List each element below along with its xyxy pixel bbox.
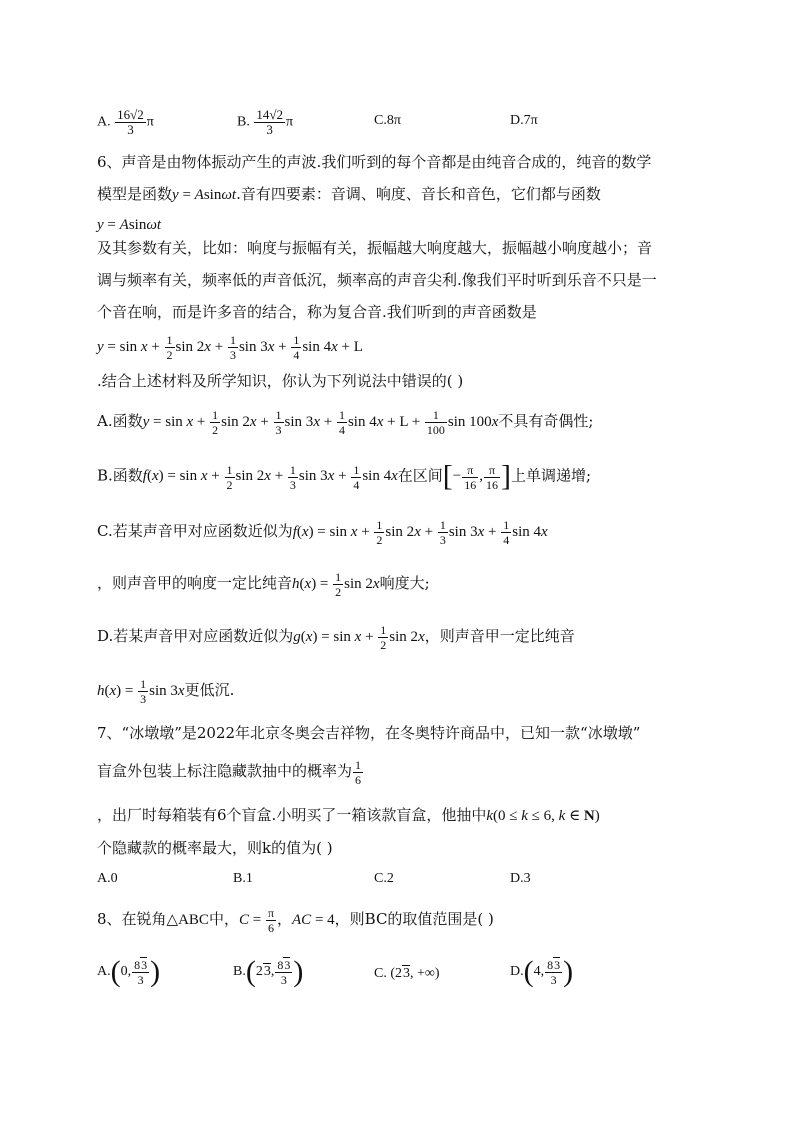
q7-line-2: 盲盒外包装上标注隐藏款抽中的概率为 $\frac{1}{6}$ [97,758,362,787]
q6-line-4: 及其参数有关，比如：响度与振幅有关，振幅越大响度越大，振幅越小响度越小；音 [97,239,653,257]
q6-option-a: A.函数y = sin x + $\frac{1}{2}$ sin 2x + $\frac{1}{3}$ sin 3x + $\frac{1}{4}$ sin 4x + L + $\frac{1}{100}$ sin 100x不具有奇偶性; [97,408,594,437]
q5-option-d: D.7π [510,113,538,128]
q7-option-c: C.2 [374,871,394,886]
q7-line-4: 个隐藏款的概率最大，则k的值为( ) [97,839,333,857]
q6-option-d: D.若某声音甲对应函数近似为g(x) = sin x + $\frac{1}{2}$ sin 2x，则声音甲一定比纯音 [97,623,575,652]
q7-line-3: ，出厂时每箱装有6个盲盒.小明买了一箱该款盲盒，他抽中k(0 ≤ k ≤ 6, k ∈ N) [97,806,600,824]
q6-option-c-line-2: ，则声音甲的响度一定比纯音h(x) = $\frac{1}{2}$ sin 2x响度大; [97,570,430,599]
q7-option-a: A.0 [97,871,118,886]
q6-formula-1: y = Asinωt [97,217,162,233]
q6-line-8: .结合上述材料及所学知识，你认为下列说法中错误的( ) [97,372,464,390]
q7-line-1: 7、“冰墩墩”是2022年北京冬奥会吉祥物，在冬奥特许商品中，已知一款“冰墩墩” [97,724,641,742]
q7-option-d: D.3 [510,871,531,886]
q6-sound-function: y = sin x + $\frac{1}{2}$ sin 2x + $\frac{1}{3}$ sin 3x + $\frac{1}{4}$ sin 4x + L [97,333,363,362]
q6-option-b: B.函数f(x) = sin x + $\frac{1}{2}$ sin 2x + $\frac{1}{3}$ sin 3x + $\frac{1}{4}$ sin 4x在区间[− $\frac{\pi}{16}$ , $\frac{\pi}{16}$ ]上单调递增; [97,460,592,493]
q5-option-a: A. $\frac{16√2}{3}$ π [97,107,154,137]
q7-option-b: B.1 [233,871,253,886]
q5-option-b: B. $\frac{14√2}{3}$ π [237,107,294,137]
q8-option-b: B.(23, $\frac{83}{3}$ ) [233,955,304,988]
q6-line-1: 6、声音是由物体振动产生的声波.我们听到的每个音都是由纯音合成的，纯音的数学 [97,153,652,171]
q8-line-1: 8、在锐角△ABC中，C = $\frac{\pi}{6}$ ，AC = 4，则BC的取值范围是( ) [97,906,494,935]
q6-line-5: 调与频率有关，频率低的声音低沉，频率高的声音尖利.像我们平时听到乐音不只是一 [97,271,657,289]
q5-option-c: C.8π [374,113,401,128]
q6-option-c: C.若某声音甲对应函数近似为f(x) = sin x + $\frac{1}{2}$ sin 2x + $\frac{1}{3}$ sin 3x + $\frac{1}{4}$ sin 4x [97,518,548,547]
q6-line-6: 个音在响，而是许多音的结合，称为复合音.我们听到的声音函数是 [97,303,537,321]
q8-option-c: C. (23, +∞) [374,966,440,981]
q8-option-d: D.(4, $\frac{83}{3}$ ) [510,955,574,988]
q8-option-a: A.(0, $\frac{83}{3}$ ) [97,955,161,988]
q6-option-d-line-2: h(x) = $\frac{1}{3}$ sin 3x更低沉. [97,677,235,706]
q6-line-2: 模型是函数y = Asinωt.音有四要素：音调、响度、音长和音色，它们都与函数 [97,185,601,203]
